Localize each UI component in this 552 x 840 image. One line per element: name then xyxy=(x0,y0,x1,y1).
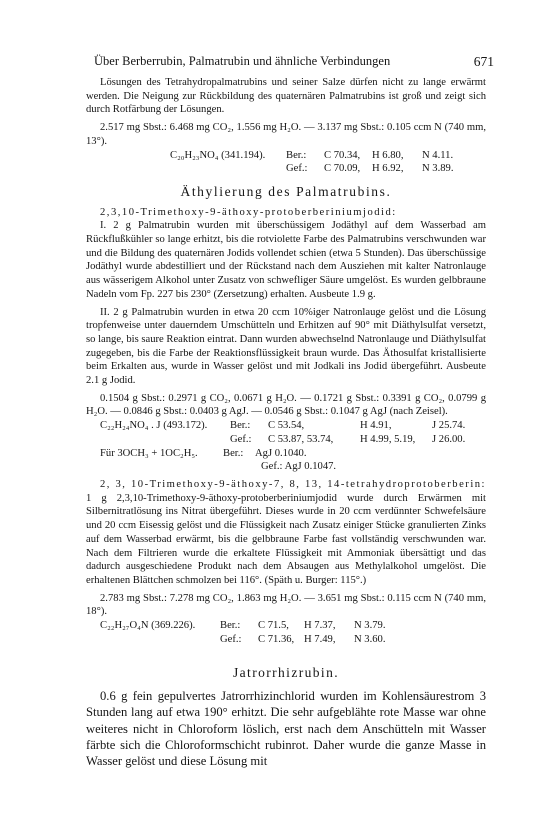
ber-c: C 70.34, xyxy=(324,149,361,161)
gef-h: H 6.92, xyxy=(372,163,404,175)
method-1-paragraph: I. 2 g Palmatrubin wurden mit überschüssigem Jodäthyl auf dem Wasserbad am Rückflußkühler so lange erhitzt, bis die rotviolette Farbe des Palmatrubins verschwunden war und die Bildung des quaternären Jodids vollendet schien (etwa 5 Stunden). Das überschüssige Jodäthyl wurde abdestilliert und der Rückstand nach dem Ausziehen mit kalter Natronlauge aus wässerigem Alkohol unter Zusatz von schwefliger Säure umgelöst. Es wurden gelbbraune Nadeln vom Fp. 227 bis 230° (Zersetzung) erhalten. Ausbeute 1.9 g. xyxy=(86,220,486,300)
gef-c: C 71.36, xyxy=(258,633,295,645)
formula: C₂₂H₂₄NO₄ . J (493.172). xyxy=(100,420,208,432)
ber-c: C 53.54, xyxy=(268,420,305,432)
section-heading: Äthylierung des Palmatrubins. xyxy=(180,183,392,199)
method-2-paragraph: II. 2 g Palmatrubin wurden in etwa 20 ccm 10%iger Natronlauge gelöst und die Lösung tropfenweise unter dauerndem Umschütteln und Erhitzen auf 90° mit Diäthylsulfat versetzt, so lange, bis saure Reaktion eintrat. Dann wurden abwechselnd Natronlauge und Diäthylsulfat zugegeben, bis die Farbe der Reaktionsflüssigkeit braun wurde. Das Äthosulfat kristallisierte beim Erkalten aus, wurde in Wasser gelöst und mit Jodkali ins Jodid übergeführt. Ausbeute 2.1 g Jodid. xyxy=(86,306,486,387)
ber-n: N 3.79. xyxy=(354,620,386,632)
ber-h: H 7.37, xyxy=(304,620,336,632)
gef-j: J 26.00. xyxy=(432,433,466,445)
ber-label: Ber.: xyxy=(230,420,251,432)
running-title: Über Berberrubin, Palmatrubin und ähnliche Verbindungen xyxy=(94,54,391,68)
page-number: 671 xyxy=(473,54,494,69)
ber-j: J 25.74. xyxy=(432,420,466,432)
zeisel-found: Gef.: AgJ 0.1047. xyxy=(261,461,337,473)
jatrorrhizrubin-paragraph: 0.6 g fein gepulvertes Jatrorrhizinchlorid wurden im Kohlensäurestrom 3 Stunden lang auf etwa 190° erhitzt. Die sehr aufgeblähte rote Masse war ohne weiteres nicht in Chloroform löslich, erst nach dem Anschütteln mit Wasser färbte sich die Chloroformschicht rubinrot. Daher wurde die ganze Masse in Wasser gelöst und diese Lösung mit xyxy=(86,689,486,768)
ber-label: Ber.: xyxy=(220,620,241,632)
ber-n: N 4.11. xyxy=(422,149,454,161)
page-body xyxy=(86,76,486,769)
gef-c: C 53.87, 53.74, xyxy=(268,433,334,445)
analysis-paragraph: 0.1504 g Sbst.: 0.2971 g CO₂, 0.0671 g H₂O. — 0.1721 g Sbst.: 0.3391 g CO₂, 0.0799 g H₂O. — 0.0846 g Sbst.: 0.0403 g AgJ. — 0.0546 g Sbst.: 0.1047 g AgJ (nach Zeisel). xyxy=(86,392,486,418)
ber-label: Ber.: xyxy=(286,149,307,161)
gef-n: N 3.60. xyxy=(354,633,386,645)
calc-table-3 xyxy=(100,619,486,646)
gef-n: N 3.89. xyxy=(422,163,454,175)
analysis-line: 2.517 mg Sbst.: 6.468 mg CO₂, 1.556 mg H₂O. — 3.137 mg Sbst.: 0.105 ccm N (740 mm, 13°). xyxy=(86,122,486,147)
gef-label: Gef.: xyxy=(230,433,252,445)
gef-label: Gef.: xyxy=(286,163,308,175)
zeisel-calc: Für 3OCH₃ + 1OC₂H₅. Ber.: AgJ 0.1040. xyxy=(100,447,307,459)
intro-paragraph: Lösungen des Tetrahydropalmatrubins und seiner Salze dürfen nicht zu lange erwärmt werden. Die Neigung zur Rückbildung des quaternären Palmatrubins ist groß und zeigt sich durch Rotfärbung der Lösungen. xyxy=(86,77,486,116)
calc-table-1 xyxy=(170,149,486,176)
formula: C₂₂H₂₇O₄N (369.226). xyxy=(100,620,196,632)
section-heading: Jatrorrhizrubin. xyxy=(233,665,339,681)
ber-h: H 6.80, xyxy=(372,149,404,161)
calc-table-2 xyxy=(100,419,486,446)
gef-label: Gef.: xyxy=(220,633,242,645)
ber-c: C 71.5, xyxy=(258,620,289,632)
formula: C₂₀H₂₃NO₄ (341.194). xyxy=(170,149,266,161)
gef-h: H 7.49, xyxy=(304,633,336,645)
tetrahydro-paragraph: 2, 3, 10-Trimethoxy-9-äthoxy-7, 8, 13, 14-tetrahydroprotoberberin: 1 g 2,3,10-Trimethoxy-9-äthoxy-protoberberiniumjodid wurde durch Erwärmen mit Silbernitratlösung ins Nitrat übergeführt. Dieses wurde in 20 ccm verdünnter Schwefelsäure und 20 ccm Eisessig gelöst und die Flüssigkeit nach Zusatz einiger Stücke granulierten Zinks auf dem Wasserbad erwärmt, bis die gelbbraune Farbe fast vollständig verschwunden war. Nach dem Filtrieren wurde die erkaltete Flüssigkeit mit Ammoniak übersättigt und das dadurch ausgeschiedene Produkt nach dem Absaugen aus Methylalkohol umgelöst. Die erhaltenen Blättchen schmolzen bei 116°. (Späth u. Burger: 115°.) xyxy=(86,478,486,586)
gef-c: C 70.09, xyxy=(324,163,361,175)
analysis-line: 2.783 mg Sbst.: 7.278 mg CO₂, 1.863 mg H₂O. — 3.651 mg Sbst.: 0.115 ccm N (740 mm, 18°). xyxy=(86,592,486,618)
ber-h: H 4.91, xyxy=(360,420,392,432)
gef-h: H 4.99, 5.19, xyxy=(360,433,416,445)
compound-name: 2,3,10-Trimethoxy-9-äthoxy-protoberberiniumjodid: xyxy=(100,206,397,218)
